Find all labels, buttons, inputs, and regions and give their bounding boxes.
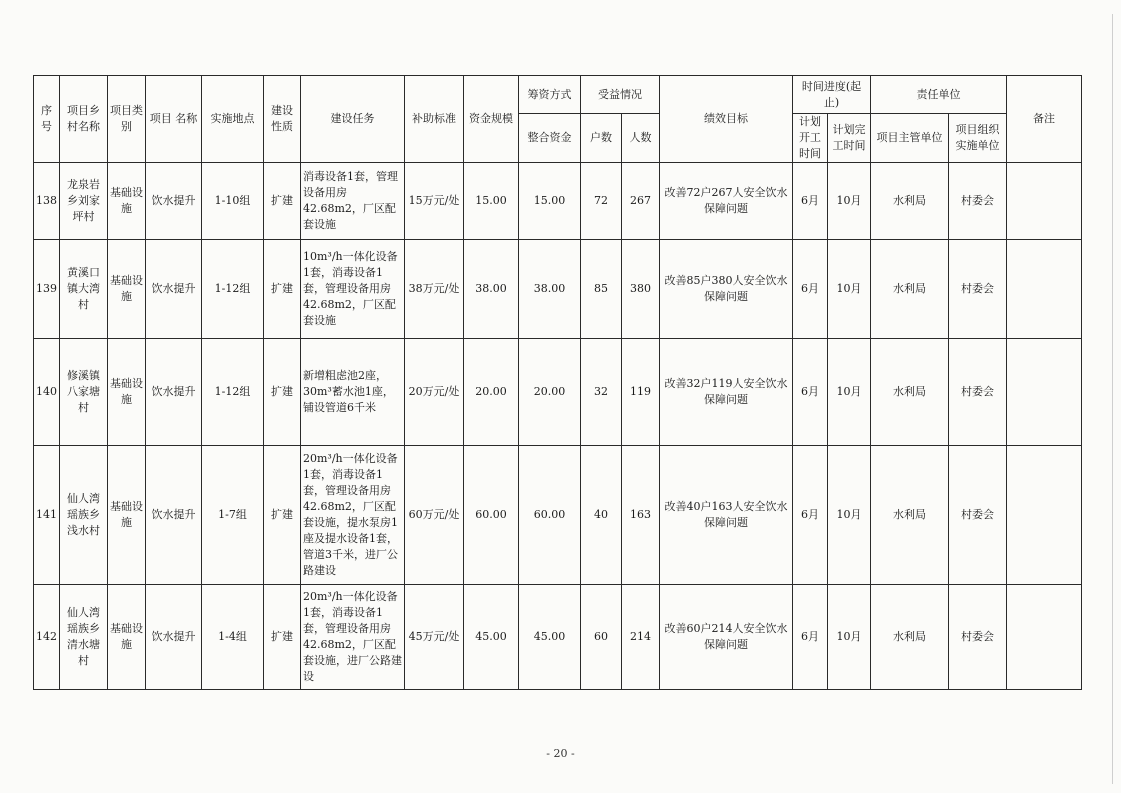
cell-name: 饮水提升 bbox=[146, 446, 202, 585]
cell-resp-impl: 村委会 bbox=[949, 339, 1007, 446]
cell-category: 基础设施 bbox=[108, 585, 146, 690]
cell-category: 基础设施 bbox=[108, 163, 146, 240]
cell-name: 饮水提升 bbox=[146, 240, 202, 339]
project-table bbox=[33, 75, 1082, 690]
col-header-goal: 绩效目标 bbox=[660, 76, 793, 163]
col-header-people: 人数 bbox=[622, 114, 660, 163]
cell-households: 60 bbox=[581, 585, 622, 690]
cell-task: 10m³/h一体化设备1套，消毒设备1套，管理设备用房42.68m2，厂区配套设施 bbox=[301, 240, 405, 339]
cell-village: 龙泉岩乡刘家坪村 bbox=[60, 163, 108, 240]
cell-households: 40 bbox=[581, 446, 622, 585]
col-header-remark: 备注 bbox=[1007, 76, 1082, 163]
cell-people: 119 bbox=[622, 339, 660, 446]
cell-resp-main: 水利局 bbox=[871, 446, 949, 585]
cell-end: 10月 bbox=[828, 446, 871, 585]
col-header-funding-sub: 整合资金 bbox=[519, 114, 581, 163]
cell-remark bbox=[1007, 163, 1082, 240]
cell-category: 基础设施 bbox=[108, 339, 146, 446]
cell-resp-main: 水利局 bbox=[871, 585, 949, 690]
cell-end: 10月 bbox=[828, 585, 871, 690]
col-header-benefit: 受益情况 bbox=[581, 76, 660, 114]
cell-remark bbox=[1007, 339, 1082, 446]
cell-end: 10月 bbox=[828, 240, 871, 339]
col-header-location: 实施地点 bbox=[202, 76, 264, 163]
cell-location: 1-10组 bbox=[202, 163, 264, 240]
cell-start: 6月 bbox=[793, 339, 828, 446]
cell-location: 1-12组 bbox=[202, 240, 264, 339]
cell-people: 163 bbox=[622, 446, 660, 585]
cell-funding: 45.00 bbox=[519, 585, 581, 690]
cell-category: 基础设施 bbox=[108, 446, 146, 585]
cell-resp-impl: 村委会 bbox=[949, 240, 1007, 339]
cell-subsidy: 15万元/处 bbox=[405, 163, 464, 240]
table-row bbox=[34, 446, 1082, 585]
page-edge bbox=[1112, 14, 1113, 784]
cell-nature: 扩建 bbox=[264, 585, 301, 690]
cell-name: 饮水提升 bbox=[146, 339, 202, 446]
cell-resp-impl: 村委会 bbox=[949, 163, 1007, 240]
cell-funding: 15.00 bbox=[519, 163, 581, 240]
cell-village: 修溪镇八家塘村 bbox=[60, 339, 108, 446]
cell-start: 6月 bbox=[793, 240, 828, 339]
col-header-start: 计划开工时间 bbox=[793, 114, 828, 163]
cell-nature: 扩建 bbox=[264, 163, 301, 240]
cell-task: 20m³/h一体化设备1套，消毒设备1套，管理设备用房42.68m2，厂区配套设施，提水泵房1座及提水设备1套，管道3千米，进厂公路建设 bbox=[301, 446, 405, 585]
col-header-resp-main: 项目主管单位 bbox=[871, 114, 949, 163]
cell-category: 基础设施 bbox=[108, 240, 146, 339]
cell-name: 饮水提升 bbox=[146, 163, 202, 240]
cell-end: 10月 bbox=[828, 339, 871, 446]
cell-scale: 20.00 bbox=[464, 339, 519, 446]
cell-goal: 改善72户267人安全饮水保障问题 bbox=[660, 163, 793, 240]
cell-village: 仙人湾瑶族乡清水塘村 bbox=[60, 585, 108, 690]
col-header-schedule: 时间进度(起止) bbox=[793, 76, 871, 114]
col-header-village: 项目乡村名称 bbox=[60, 76, 108, 163]
cell-remark bbox=[1007, 446, 1082, 585]
cell-resp-impl: 村委会 bbox=[949, 585, 1007, 690]
col-header-scale: 资金规模 bbox=[464, 76, 519, 163]
cell-resp-main: 水利局 bbox=[871, 163, 949, 240]
cell-nature: 扩建 bbox=[264, 446, 301, 585]
col-header-name: 项目 名称 bbox=[146, 76, 202, 163]
cell-funding: 60.00 bbox=[519, 446, 581, 585]
cell-task: 消毒设备1套，管理设备用房42.68m2，厂区配套设施 bbox=[301, 163, 405, 240]
cell-seq: 142 bbox=[34, 585, 60, 690]
cell-end: 10月 bbox=[828, 163, 871, 240]
col-header-subsidy: 补助标准 bbox=[405, 76, 464, 163]
cell-subsidy: 20万元/处 bbox=[405, 339, 464, 446]
cell-task: 20m³/h一体化设备1套，消毒设备1套，管理设备用房42.68m2，厂区配套设施，进厂公路建设 bbox=[301, 585, 405, 690]
cell-resp-impl: 村委会 bbox=[949, 446, 1007, 585]
col-header-nature: 建设性质 bbox=[264, 76, 301, 163]
cell-households: 32 bbox=[581, 339, 622, 446]
cell-seq: 140 bbox=[34, 339, 60, 446]
cell-location: 1-12组 bbox=[202, 339, 264, 446]
cell-seq: 138 bbox=[34, 163, 60, 240]
col-header-task: 建设任务 bbox=[301, 76, 405, 163]
cell-nature: 扩建 bbox=[264, 240, 301, 339]
cell-scale: 15.00 bbox=[464, 163, 519, 240]
table-row bbox=[34, 240, 1082, 339]
cell-goal: 改善85户380人安全饮水保障问题 bbox=[660, 240, 793, 339]
cell-subsidy: 45万元/处 bbox=[405, 585, 464, 690]
cell-people: 214 bbox=[622, 585, 660, 690]
cell-households: 85 bbox=[581, 240, 622, 339]
col-header-resp-impl: 项目组织实施单位 bbox=[949, 114, 1007, 163]
col-header-seq: 序号 bbox=[34, 76, 60, 163]
col-header-households: 户数 bbox=[581, 114, 622, 163]
col-header-end: 计划完工时间 bbox=[828, 114, 871, 163]
cell-start: 6月 bbox=[793, 446, 828, 585]
page-number: - 20 - bbox=[546, 747, 575, 760]
cell-funding: 38.00 bbox=[519, 240, 581, 339]
cell-task: 新增粗虑池2座，30m³蓄水池1座，铺设管道6千米 bbox=[301, 339, 405, 446]
cell-funding: 20.00 bbox=[519, 339, 581, 446]
cell-remark bbox=[1007, 585, 1082, 690]
cell-start: 6月 bbox=[793, 163, 828, 240]
cell-name: 饮水提升 bbox=[146, 585, 202, 690]
cell-seq: 141 bbox=[34, 446, 60, 585]
col-header-funding: 筹资方式 bbox=[519, 76, 581, 114]
cell-scale: 38.00 bbox=[464, 240, 519, 339]
header-row-1 bbox=[34, 76, 1082, 114]
cell-goal: 改善40户163人安全饮水保障问题 bbox=[660, 446, 793, 585]
cell-goal: 改善32户119人安全饮水保障问题 bbox=[660, 339, 793, 446]
col-header-category: 项目类别 bbox=[108, 76, 146, 163]
cell-scale: 45.00 bbox=[464, 585, 519, 690]
cell-people: 380 bbox=[622, 240, 660, 339]
cell-location: 1-7组 bbox=[202, 446, 264, 585]
cell-remark bbox=[1007, 240, 1082, 339]
cell-start: 6月 bbox=[793, 585, 828, 690]
cell-village: 黄溪口镇大湾村 bbox=[60, 240, 108, 339]
col-header-resp: 责任单位 bbox=[871, 76, 1007, 114]
cell-village: 仙人湾瑶族乡浅水村 bbox=[60, 446, 108, 585]
cell-households: 72 bbox=[581, 163, 622, 240]
cell-seq: 139 bbox=[34, 240, 60, 339]
cell-location: 1-4组 bbox=[202, 585, 264, 690]
cell-nature: 扩建 bbox=[264, 339, 301, 446]
cell-people: 267 bbox=[622, 163, 660, 240]
cell-subsidy: 38万元/处 bbox=[405, 240, 464, 339]
table-row bbox=[34, 585, 1082, 690]
cell-resp-main: 水利局 bbox=[871, 240, 949, 339]
cell-resp-main: 水利局 bbox=[871, 339, 949, 446]
cell-scale: 60.00 bbox=[464, 446, 519, 585]
cell-goal: 改善60户214人安全饮水保障问题 bbox=[660, 585, 793, 690]
cell-subsidy: 60万元/处 bbox=[405, 446, 464, 585]
table-row bbox=[34, 339, 1082, 446]
table-row bbox=[34, 163, 1082, 240]
